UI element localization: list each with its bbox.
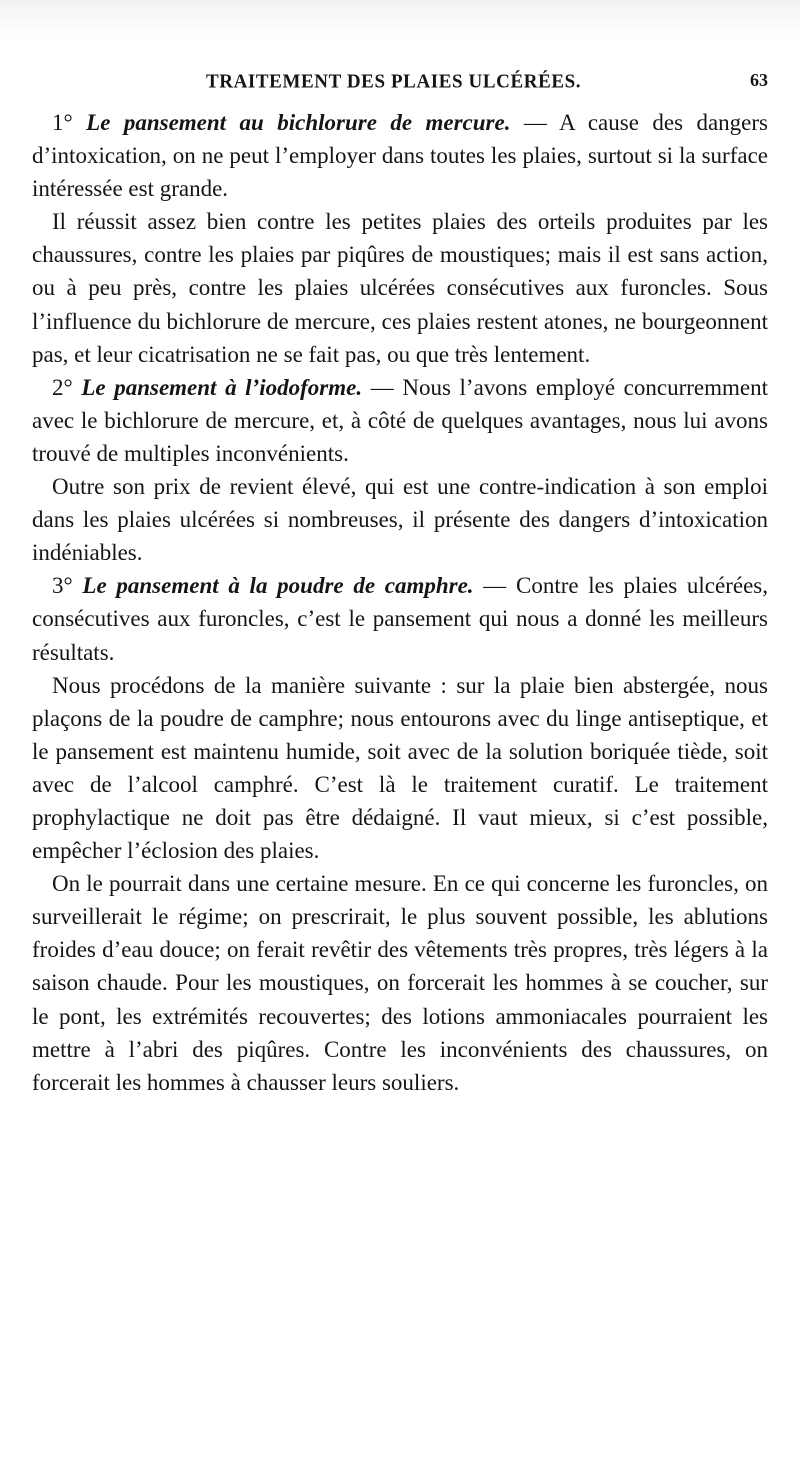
page-number: 63	[750, 70, 768, 90]
page-body	[32, 106, 768, 1099]
section-3-paragraph	[32, 569, 768, 668]
section-1-paragraph	[32, 106, 768, 205]
section-1-number: 1°	[52, 110, 73, 135]
section-2-continuation: Outre son prix de revient élevé, qui est une contre-indication à son emploi dans les plaies ulcérées si nombreuses, il présente des dangers d’intoxication indéniables.	[32, 474, 768, 566]
running-title: TRAITEMENT DES PLAIES ULCÉRÉES.	[206, 70, 582, 93]
section-1-heading: Le pansement au bichlorure de mercure.	[86, 110, 511, 135]
section-3-lead: — Contre les plaies ulcérées, consécutives aux furoncles, c’est le pansement qui nous a donné les meilleurs résultats.	[32, 573, 768, 665]
page-top-bleed	[0, 0, 800, 40]
section-1-continuation: Il réussit assez bien contre les petites plaies des orteils produites par les chaussures, contre les plaies par piqûres de moustiques; mais il est sans action, ou à peu près, contre les plaies ulcérées consécutives aux furoncles. Sous l’influence du bichlorure de mercure, ces plaies restent atones, ne bourgeonnent pas, et leur cicatrisation ne se fait pas, ou que très lentement.	[32, 209, 768, 367]
section-3-number: 3°	[52, 573, 73, 599]
page-header	[32, 70, 768, 96]
section-2-heading: Le pansement à l’iodoforme.	[81, 374, 363, 400]
section-3-prophylaxis: On le pourrait dans une certaine mesure. En ce qui concerne les furoncles, on surveillerait le régime; on prescrirait, le plus souvent possible, les ablutions froides d’eau douce; on ferait revêtir des vêtements très propres, très légers à la saison chaude. Pour les moustiques, on forcerait les hommes à se coucher, sur le pont, les extrémités recouvertes; des lotions ammoniacales pourraient les mettre à l’abri des piqûres. Contre les inconvénients des chaussures, on forcerait les hommes à chausser leurs souliers.	[32, 871, 768, 1095]
section-3-procedure: Nous procédons de la manière suivante : sur la plaie bien abstergée, nous plaçons de la poudre de camphre; nous entourons avec du linge antiseptique, et le pansement est maintenu humide, soit avec de la solution boriquée tiède, soit avec de l’alcool camphré. C’est là le traitement curatif. Le traitement prophylactique ne doit pas être dédaigné. Il vaut mieux, si c’est possible, empêcher l’éclosion des plaies.	[32, 672, 768, 864]
section-2-paragraph	[32, 371, 768, 470]
section-2-number: 2°	[52, 374, 73, 400]
section-3-heading: Le pansement à la poudre de camphre.	[82, 573, 474, 599]
section-1-lead: — A cause des dangers d’intoxication, on ne peut l’employer dans toutes les plaies, surtout si la surface intéressée est grande.	[32, 110, 768, 202]
section-2-lead: — Nous l’avons employé concurremment avec le bichlorure de mercure, et, à côté de quelques avantages, nous lui avons trouvé de multiples inconvénients.	[32, 374, 768, 466]
